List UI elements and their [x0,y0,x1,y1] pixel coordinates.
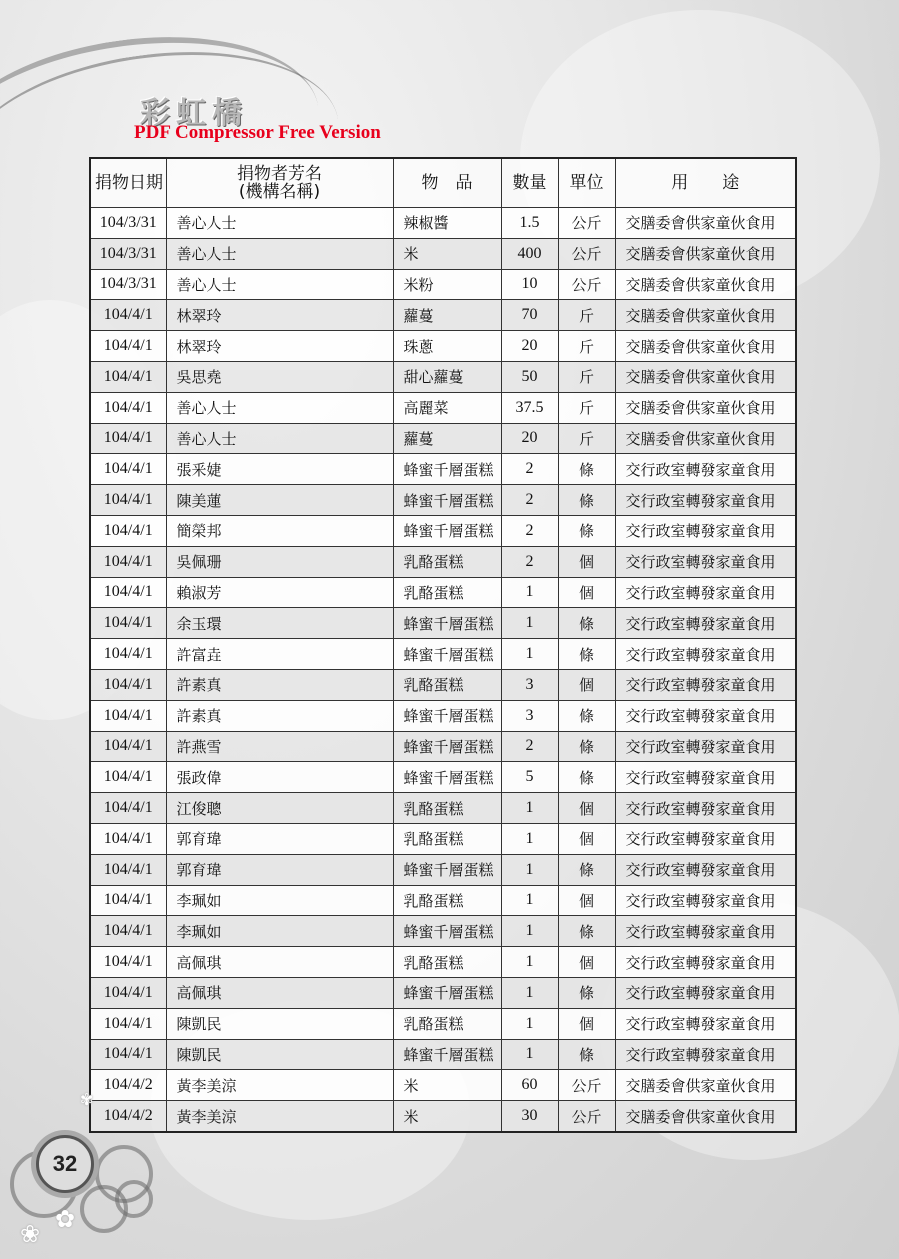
cell-donor: 陳凱民 [166,1008,393,1039]
cell-item: 辣椒醬 [393,208,501,239]
cell-donor: 吳佩珊 [166,546,393,577]
header-qty: 數量 [501,158,558,208]
table-row [90,1008,796,1039]
cell-date: 104/4/1 [90,700,166,731]
cell-unit: 斤 [558,300,615,331]
cell-donor: 許燕雪 [166,731,393,762]
cell-unit: 公斤 [558,269,615,300]
cell-unit: 個 [558,947,615,978]
table-row [90,854,796,885]
cell-date: 104/4/1 [90,300,166,331]
cell-item: 乳酪蛋糕 [393,546,501,577]
table-row [90,423,796,454]
table-row [90,947,796,978]
rainbow-bridge-logo: 彩虹橋 [140,96,248,131]
cell-unit: 條 [558,485,615,516]
cell-purpose: 交膳委會供家童伙食用 [615,300,796,331]
cell-date: 104/4/1 [90,1008,166,1039]
flower-icon: ❀ [20,1220,41,1248]
cell-purpose: 交膳委會供家童伙食用 [615,1070,796,1101]
cell-purpose: 交行政室轉發家童食用 [615,700,796,731]
page-number: 32 [36,1135,94,1193]
cell-item: 蜂蜜千層蛋糕 [393,977,501,1008]
pdf-watermark: PDF Compressor Free Version [134,122,381,143]
cell-purpose: 交膳委會供家童伙食用 [615,238,796,269]
cell-date: 104/4/1 [90,639,166,670]
cell-date: 104/4/1 [90,454,166,485]
cell-item: 蜂蜜千層蛋糕 [393,731,501,762]
table-row [90,361,796,392]
cell-unit: 個 [558,577,615,608]
table-row [90,731,796,762]
cell-unit: 條 [558,731,615,762]
cell-donor: 善心人士 [166,269,393,300]
table-row [90,392,796,423]
cell-date: 104/4/1 [90,977,166,1008]
cell-date: 104/3/31 [90,208,166,239]
cell-date: 104/4/1 [90,947,166,978]
table-row [90,885,796,916]
decorative-ring [115,1180,153,1218]
cell-qty: 1.5 [501,208,558,239]
cell-purpose: 交行政室轉發家童食用 [615,916,796,947]
cell-date: 104/4/1 [90,916,166,947]
cell-item: 蘿蔓 [393,423,501,454]
cell-qty: 5 [501,762,558,793]
table-row [90,823,796,854]
cell-qty: 2 [501,546,558,577]
table-row [90,977,796,1008]
cell-donor: 張政偉 [166,762,393,793]
table-row [90,700,796,731]
cell-qty: 10 [501,269,558,300]
cell-item: 米 [393,238,501,269]
cell-unit: 公斤 [558,1101,615,1132]
table-row [90,577,796,608]
cell-date: 104/4/1 [90,515,166,546]
table-row [90,793,796,824]
cell-donor: 高佩琪 [166,977,393,1008]
cell-purpose: 交膳委會供家童伙食用 [615,269,796,300]
cell-item: 米 [393,1070,501,1101]
header-purpose: 用 途 [615,158,796,208]
cell-purpose: 交行政室轉發家童食用 [615,885,796,916]
cell-donor: 余玉環 [166,608,393,639]
cell-qty: 30 [501,1101,558,1132]
cell-purpose: 交行政室轉發家童食用 [615,669,796,700]
cell-purpose: 交膳委會供家童伙食用 [615,392,796,423]
cell-qty: 1 [501,793,558,824]
cell-unit: 斤 [558,361,615,392]
cell-date: 104/4/2 [90,1070,166,1101]
cell-item: 高麗菜 [393,392,501,423]
cell-item: 乳酪蛋糕 [393,947,501,978]
cell-date: 104/4/1 [90,885,166,916]
table-row [90,1101,796,1132]
cell-purpose: 交行政室轉發家童食用 [615,947,796,978]
cell-donor: 善心人士 [166,423,393,454]
cell-purpose: 交行政室轉發家童食用 [615,515,796,546]
cell-purpose: 交行政室轉發家童食用 [615,793,796,824]
cell-qty: 1 [501,977,558,1008]
cell-item: 米粉 [393,269,501,300]
cell-purpose: 交行政室轉發家童食用 [615,762,796,793]
cell-donor: 李珮如 [166,916,393,947]
cell-donor: 李珮如 [166,885,393,916]
table-row [90,1070,796,1101]
cell-item: 蘿蔓 [393,300,501,331]
header-unit: 單位 [558,158,615,208]
cell-qty: 1 [501,1008,558,1039]
cell-purpose: 交行政室轉發家童食用 [615,639,796,670]
cell-item: 蜂蜜千層蛋糕 [393,762,501,793]
cell-unit: 條 [558,515,615,546]
cell-item: 乳酪蛋糕 [393,793,501,824]
cell-purpose: 交行政室轉發家童食用 [615,546,796,577]
cell-unit: 條 [558,916,615,947]
cell-donor: 許素真 [166,669,393,700]
cell-purpose: 交行政室轉發家童食用 [615,1039,796,1070]
cell-donor: 林翠玲 [166,300,393,331]
cell-item: 乳酪蛋糕 [393,823,501,854]
cell-item: 乳酪蛋糕 [393,577,501,608]
donation-table [89,157,797,1133]
table-row [90,639,796,670]
cell-qty: 1 [501,854,558,885]
cell-qty: 1 [501,823,558,854]
cell-qty: 1 [501,577,558,608]
header-donor [166,158,393,208]
cell-donor: 江俊聰 [166,793,393,824]
header-donor-line2: (機構名稱) [238,182,321,202]
cell-item: 蜂蜜千層蛋糕 [393,639,501,670]
cell-item: 甜心蘿蔓 [393,361,501,392]
table-row [90,485,796,516]
cell-purpose: 交行政室轉發家童食用 [615,823,796,854]
table-row [90,546,796,577]
cell-qty: 3 [501,700,558,731]
cell-item: 蜂蜜千層蛋糕 [393,454,501,485]
cell-purpose: 交行政室轉發家童食用 [615,1008,796,1039]
flower-icon: ✾ [80,1090,94,1109]
cell-purpose: 交行政室轉發家童食用 [615,577,796,608]
cell-donor: 吳思堯 [166,361,393,392]
cell-date: 104/4/1 [90,793,166,824]
cell-donor: 善心人士 [166,238,393,269]
cell-qty: 1 [501,916,558,947]
cell-donor: 黃李美涼 [166,1070,393,1101]
table-row [90,331,796,362]
table-row [90,454,796,485]
cell-item: 蜂蜜千層蛋糕 [393,916,501,947]
cell-unit: 條 [558,608,615,639]
flower-icon: ✿ [55,1205,76,1233]
cell-donor: 黃李美涼 [166,1101,393,1132]
cell-qty: 2 [501,731,558,762]
cell-qty: 1 [501,885,558,916]
cell-unit: 條 [558,454,615,485]
cell-qty: 2 [501,515,558,546]
cell-unit: 條 [558,977,615,1008]
cell-item: 乳酪蛋糕 [393,1008,501,1039]
cell-date: 104/3/31 [90,238,166,269]
cell-purpose: 交行政室轉發家童食用 [615,454,796,485]
cell-date: 104/4/1 [90,392,166,423]
cell-purpose: 交行政室轉發家童食用 [615,731,796,762]
cell-donor: 郭育瑋 [166,854,393,885]
table-row [90,669,796,700]
cell-date: 104/4/1 [90,608,166,639]
cell-qty: 2 [501,485,558,516]
table-row [90,515,796,546]
cell-unit: 條 [558,762,615,793]
cell-qty: 20 [501,331,558,362]
cell-qty: 3 [501,669,558,700]
cell-item: 乳酪蛋糕 [393,669,501,700]
cell-donor: 陳凱民 [166,1039,393,1070]
header-date: 捐物日期 [90,158,166,208]
cell-qty: 60 [501,1070,558,1101]
cell-date: 104/4/1 [90,485,166,516]
cell-qty: 50 [501,361,558,392]
cell-unit: 個 [558,885,615,916]
cell-qty: 70 [501,300,558,331]
cell-date: 104/4/1 [90,669,166,700]
cell-purpose: 交膳委會供家童伙食用 [615,331,796,362]
cell-donor: 林翠玲 [166,331,393,362]
cell-item: 珠蔥 [393,331,501,362]
cell-item: 蜂蜜千層蛋糕 [393,608,501,639]
cell-unit: 斤 [558,331,615,362]
cell-purpose: 交行政室轉發家童食用 [615,608,796,639]
cell-unit: 公斤 [558,238,615,269]
table-row [90,916,796,947]
cell-purpose: 交膳委會供家童伙食用 [615,1101,796,1132]
cell-date: 104/4/1 [90,361,166,392]
cell-purpose: 交膳委會供家童伙食用 [615,361,796,392]
cell-unit: 個 [558,669,615,700]
cell-donor: 郭育瑋 [166,823,393,854]
cell-donor: 善心人士 [166,208,393,239]
table-row [90,300,796,331]
cell-date: 104/4/1 [90,823,166,854]
cell-unit: 條 [558,700,615,731]
cell-donor: 善心人士 [166,392,393,423]
cell-item: 乳酪蛋糕 [393,885,501,916]
cell-qty: 1 [501,947,558,978]
cell-item: 蜂蜜千層蛋糕 [393,700,501,731]
cell-item: 米 [393,1101,501,1132]
cell-date: 104/4/1 [90,854,166,885]
table-header-row [90,158,796,208]
cell-donor: 高佩琪 [166,947,393,978]
cell-qty: 37.5 [501,392,558,423]
cell-unit: 個 [558,793,615,824]
cell-purpose: 交膳委會供家童伙食用 [615,423,796,454]
cell-item: 蜂蜜千層蛋糕 [393,485,501,516]
cell-donor: 簡榮邦 [166,515,393,546]
cell-unit: 斤 [558,423,615,454]
cell-unit: 條 [558,1039,615,1070]
cell-unit: 個 [558,546,615,577]
cell-donor: 許素真 [166,700,393,731]
table-row [90,762,796,793]
cell-date: 104/4/1 [90,1039,166,1070]
cell-unit: 公斤 [558,1070,615,1101]
cell-donor: 許富垚 [166,639,393,670]
cell-unit: 個 [558,1008,615,1039]
cell-unit: 斤 [558,392,615,423]
cell-item: 蜂蜜千層蛋糕 [393,854,501,885]
cell-purpose: 交行政室轉發家童食用 [615,977,796,1008]
cell-unit: 條 [558,639,615,670]
cell-date: 104/4/1 [90,423,166,454]
cell-unit: 條 [558,854,615,885]
cell-unit: 公斤 [558,208,615,239]
cell-qty: 1 [501,608,558,639]
cell-unit: 個 [558,823,615,854]
cell-qty: 2 [501,454,558,485]
header-donor-line1: 捐物者芳名 [237,164,322,184]
cell-date: 104/3/31 [90,269,166,300]
table-row [90,238,796,269]
table-row [90,208,796,239]
cell-date: 104/4/1 [90,731,166,762]
cell-donor: 張釆婕 [166,454,393,485]
cell-date: 104/4/2 [90,1101,166,1132]
cell-purpose: 交行政室轉發家童食用 [615,485,796,516]
cell-purpose: 交膳委會供家童伙食用 [615,208,796,239]
table-row [90,608,796,639]
cell-purpose: 交行政室轉發家童食用 [615,854,796,885]
table-row [90,1039,796,1070]
header-item: 物 品 [393,158,501,208]
cell-qty: 1 [501,639,558,670]
cell-donor: 賴淑芳 [166,577,393,608]
cell-qty: 20 [501,423,558,454]
cell-date: 104/4/1 [90,546,166,577]
table-row [90,269,796,300]
cell-qty: 1 [501,1039,558,1070]
cell-qty: 400 [501,238,558,269]
cell-date: 104/4/1 [90,331,166,362]
cell-item: 蜂蜜千層蛋糕 [393,1039,501,1070]
cell-date: 104/4/1 [90,577,166,608]
cell-donor: 陳美蓮 [166,485,393,516]
cell-item: 蜂蜜千層蛋糕 [393,515,501,546]
cell-date: 104/4/1 [90,762,166,793]
